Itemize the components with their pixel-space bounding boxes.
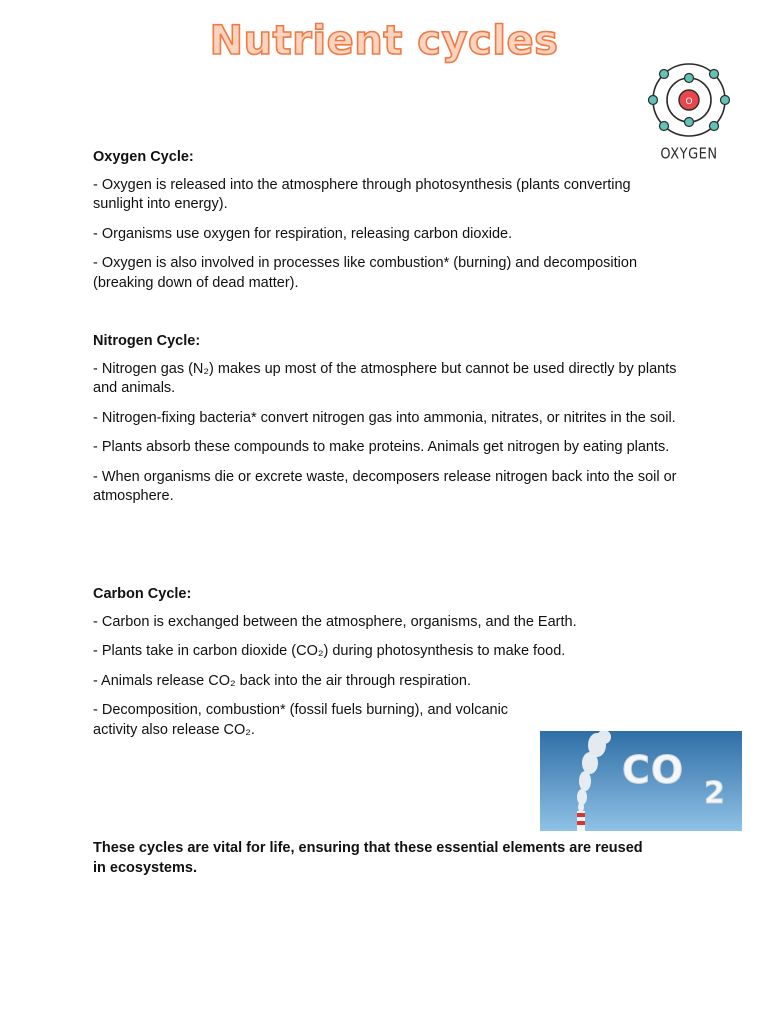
paragraph: - Decomposition, combustion* (fossil fuels burning), and volcanic activity also release CO₂. [93, 702, 509, 738]
carbon-cycle-heading: Carbon Cycle: [93, 586, 192, 602]
paragraph: - When organisms die or excrete waste, decomposers release nitrogen back into the soil or atmosphere. [93, 468, 677, 504]
paragraph: - Animals release CO₂ back into the air through respiration. [93, 672, 471, 689]
electron [721, 96, 730, 105]
electron [685, 74, 694, 83]
paragraph: - Plants absorb these compounds to make proteins. Animals get nitrogen by eating plants. [93, 439, 670, 455]
oxygen-cycle-section [93, 148, 679, 303]
atom-caption: OXYGEN [660, 145, 718, 163]
nitrogen-cycle-section [93, 332, 679, 517]
paragraph: - Organisms use oxygen for respiration, releasing carbon dioxide. [93, 225, 513, 242]
electron [660, 122, 669, 131]
page-title: Nutrient cycles [209, 18, 559, 64]
nitrogen-cycle-heading: Nitrogen Cycle: [93, 333, 201, 349]
chimney [577, 811, 585, 831]
paragraph: - Nitrogen gas (N₂) makes up most of the atmosphere but cannot be used directly by plants and animals. [93, 360, 677, 396]
oxygen-cycle-paragraphs [93, 176, 679, 294]
electron [660, 70, 669, 79]
electron [649, 96, 658, 105]
closing-statement: These cycles are vital for life, ensuring that these essential elements are reused in ecosystems. [93, 840, 643, 876]
paragraph: - Carbon is exchanged between the atmosphere, organisms, and the Earth. [93, 613, 577, 630]
paragraph: - Plants take in carbon dioxide (CO₂) during photosynthesis to make food. [93, 643, 566, 659]
electron [710, 122, 719, 131]
co2-cloud-letters: CO [622, 748, 685, 792]
paragraph: - Oxygen is also involved in processes like combustion* (burning) and decomposition (breaking down of dead matter). [93, 255, 638, 291]
electron [685, 118, 694, 127]
carbon-cycle-paragraphs [93, 613, 679, 741]
nitrogen-cycle-paragraphs [93, 360, 679, 507]
paragraph: - Oxygen is released into the atmosphere through photosynthesis (plants converting sunlight into energy). [93, 176, 631, 212]
oxygen-cycle-heading: Oxygen Cycle: [93, 149, 194, 165]
co2-cloud-subscript: 2 [704, 776, 725, 811]
co2-smoke-photo [540, 731, 742, 831]
carbon-cycle-section [93, 585, 679, 750]
nucleus-label: O [685, 97, 693, 107]
electron [710, 70, 719, 79]
paragraph: - Nitrogen-fixing bacteria* convert nitrogen gas into ammonia, nitrates, or nitrites in the soil. [93, 409, 676, 426]
